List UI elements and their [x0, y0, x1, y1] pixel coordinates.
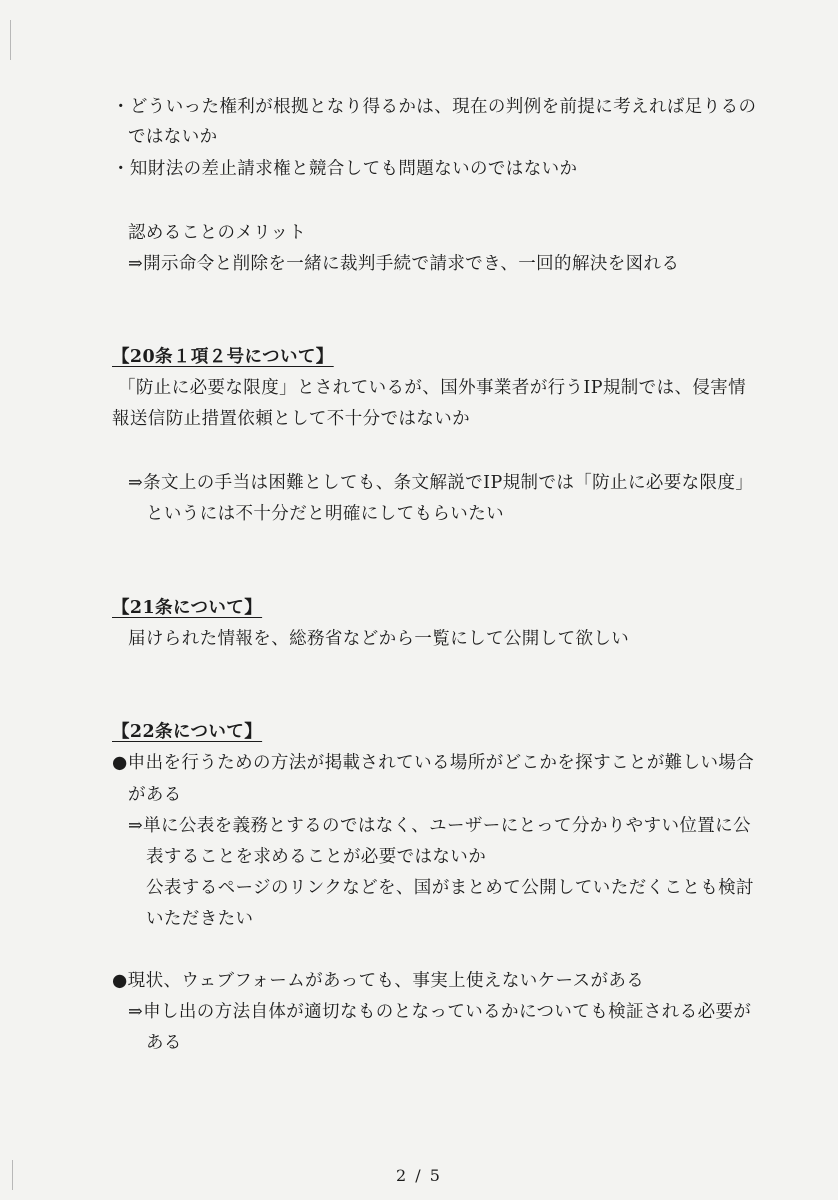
bullet-line: ●現状、ウェブフォームがあっても、事実上使えないケースがある [112, 971, 645, 991]
bullet-line: ●申出を行うための方法が掲載されている場所がどこかを探すことが難しい場合 [112, 753, 755, 773]
paragraph-line: 報送信防止措置依頼として不十分ではないか [112, 409, 470, 429]
scan-edge-mark [10, 20, 11, 60]
bullet-line: ・どういった権利が根拠となり得るかは、現在の判例を前提に考えれば足りるの [112, 97, 757, 117]
arrow-continuation: ある [146, 1033, 182, 1053]
arrow-continuation: 表することを求めることが必要ではないか [146, 847, 487, 867]
bullet-line: ・知財法の差止請求権と競合しても問題ないのではないか [112, 159, 578, 179]
paragraph-line: 届けられた情報を、総務省などから一覧にして公開して欲しい [128, 629, 630, 649]
arrow-point: ⇒条文上の手当は困難としても、条文解説でIP規制では「防止に必要な限度」 [128, 473, 754, 493]
page-number: 2 / 5 [396, 1166, 442, 1185]
arrow-continuation: 公表するページのリンクなどを、国がまとめて公開していただくことも検討 [146, 878, 754, 898]
section-heading-article-21: 【21条について】 [112, 598, 263, 618]
paragraph-line: 「防止に必要な限度」とされているが、国外事業者が行うIP規制では、侵害情 [118, 378, 747, 398]
arrow-continuation: というには不十分だと明確にしてもらいたい [146, 504, 504, 524]
section-heading-article-22: 【22条について】 [112, 722, 263, 742]
bullet-continuation: がある [128, 785, 182, 805]
arrow-point: ⇒申し出の方法自体が適切なものとなっているかについても検証される必要が [128, 1002, 752, 1022]
arrow-point: ⇒単に公表を義務とするのではなく、ユーザーにとって分かりやすい位置に公 [128, 816, 751, 836]
merit-detail: ⇒開示命令と削除を一緒に裁判手続で請求でき、一回的解決を図れる [128, 254, 680, 274]
merit-label: 認めることのメリット [128, 223, 307, 243]
arrow-continuation: いただきたい [146, 909, 254, 929]
bullet-continuation: ではないか [128, 127, 218, 147]
section-heading-article-20: 【20条１項２号について】 [112, 347, 334, 367]
